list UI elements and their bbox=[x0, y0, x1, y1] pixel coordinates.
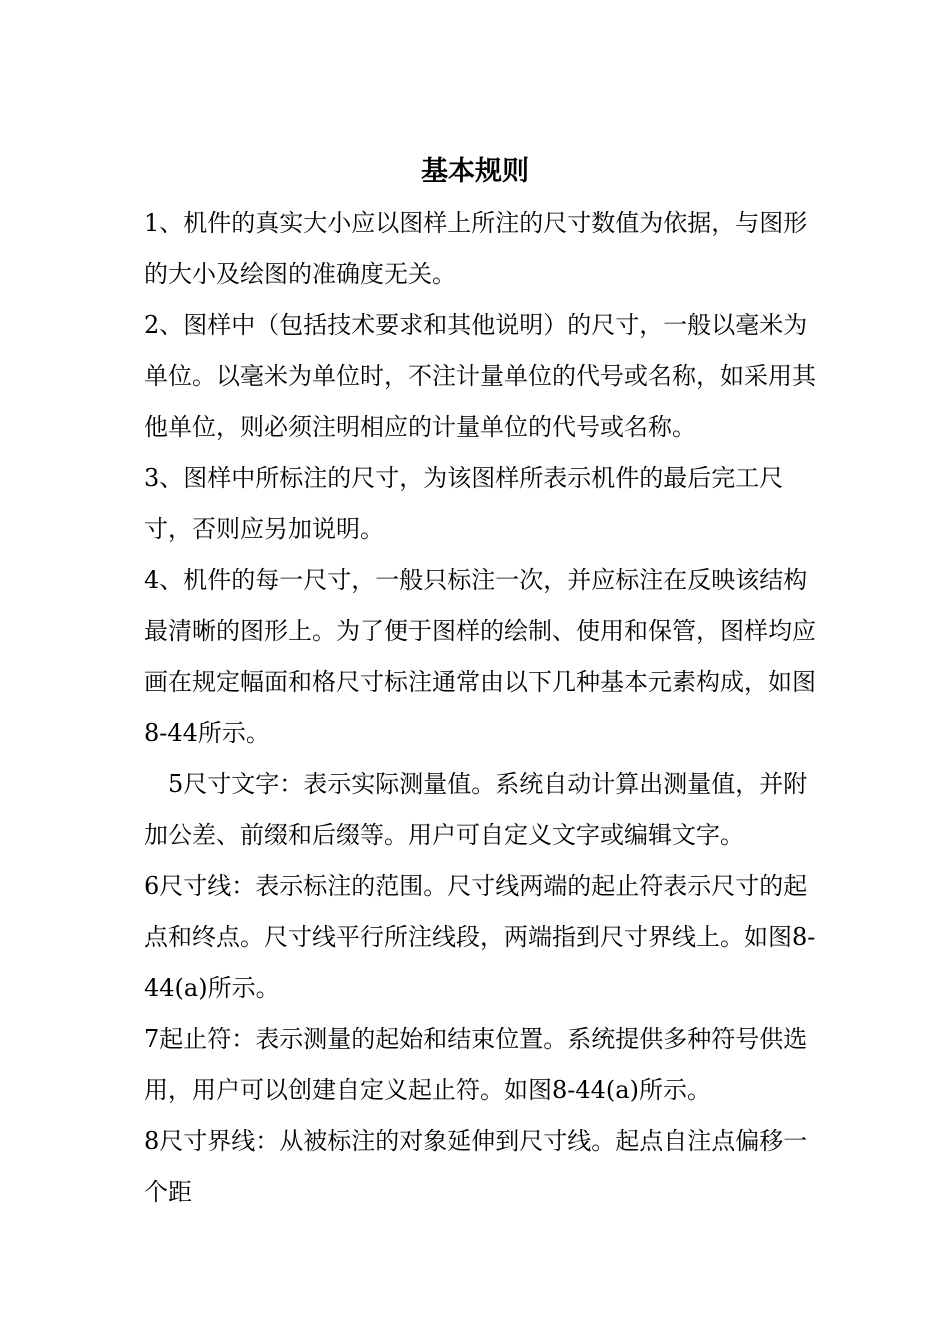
paragraph-1: 1、机件的真实大小应以图样上所注的尺寸数值为依据，与图形的大小及绘图的准确度无关。 bbox=[144, 209, 808, 288]
paragraph-8: 8尺寸界线：从被标注的对象延伸到尺寸线。起点自注点偏移一个距 bbox=[144, 1127, 808, 1206]
document-title: 基本规则 bbox=[421, 156, 529, 187]
paragraph-7: 7起止符：表示测量的起始和结束位置。系统提供多种符号供选用，用户可以创建自定义起止符。如图8-44(a)所示。 bbox=[144, 1025, 808, 1104]
document-body bbox=[144, 198, 816, 1218]
paragraph-3: 3、图样中所标注的尺寸，为该图样所表示机件的最后完工尺寸，否则应另加说明。 bbox=[144, 464, 784, 543]
paragraph-4: 4、机件的每一尺寸，一般只标注一次，并应标注在反映该结构最清晰的图形上。为了便于图样的绘制、使用和保管，图样均应画在规定幅面和格尺寸标注通常由以下几种基本元素构成，如图8-44所示。 bbox=[144, 566, 816, 747]
paragraph-6: 6尺寸线：表示标注的范围。尺寸线两端的起止符表示尺寸的起点和终点。尺寸线平行所注线段，两端指到尺寸界线上。如图8-44(a)所示。 bbox=[144, 872, 816, 1002]
paragraph-2: 2、图样中（包括技术要求和其他说明）的尺寸，一般以毫米为单位。以毫米为单位时，不注计量单位的代号或名称，如采用其他单位，则必须注明相应的计量单位的代号或名称。 bbox=[144, 311, 816, 441]
paragraph-5: 5尺寸文字：表示实际测量值。系统自动计算出测量值，并附加公差、前缀和后缀等。用户可自定义文字或编辑文字。 bbox=[144, 770, 808, 849]
